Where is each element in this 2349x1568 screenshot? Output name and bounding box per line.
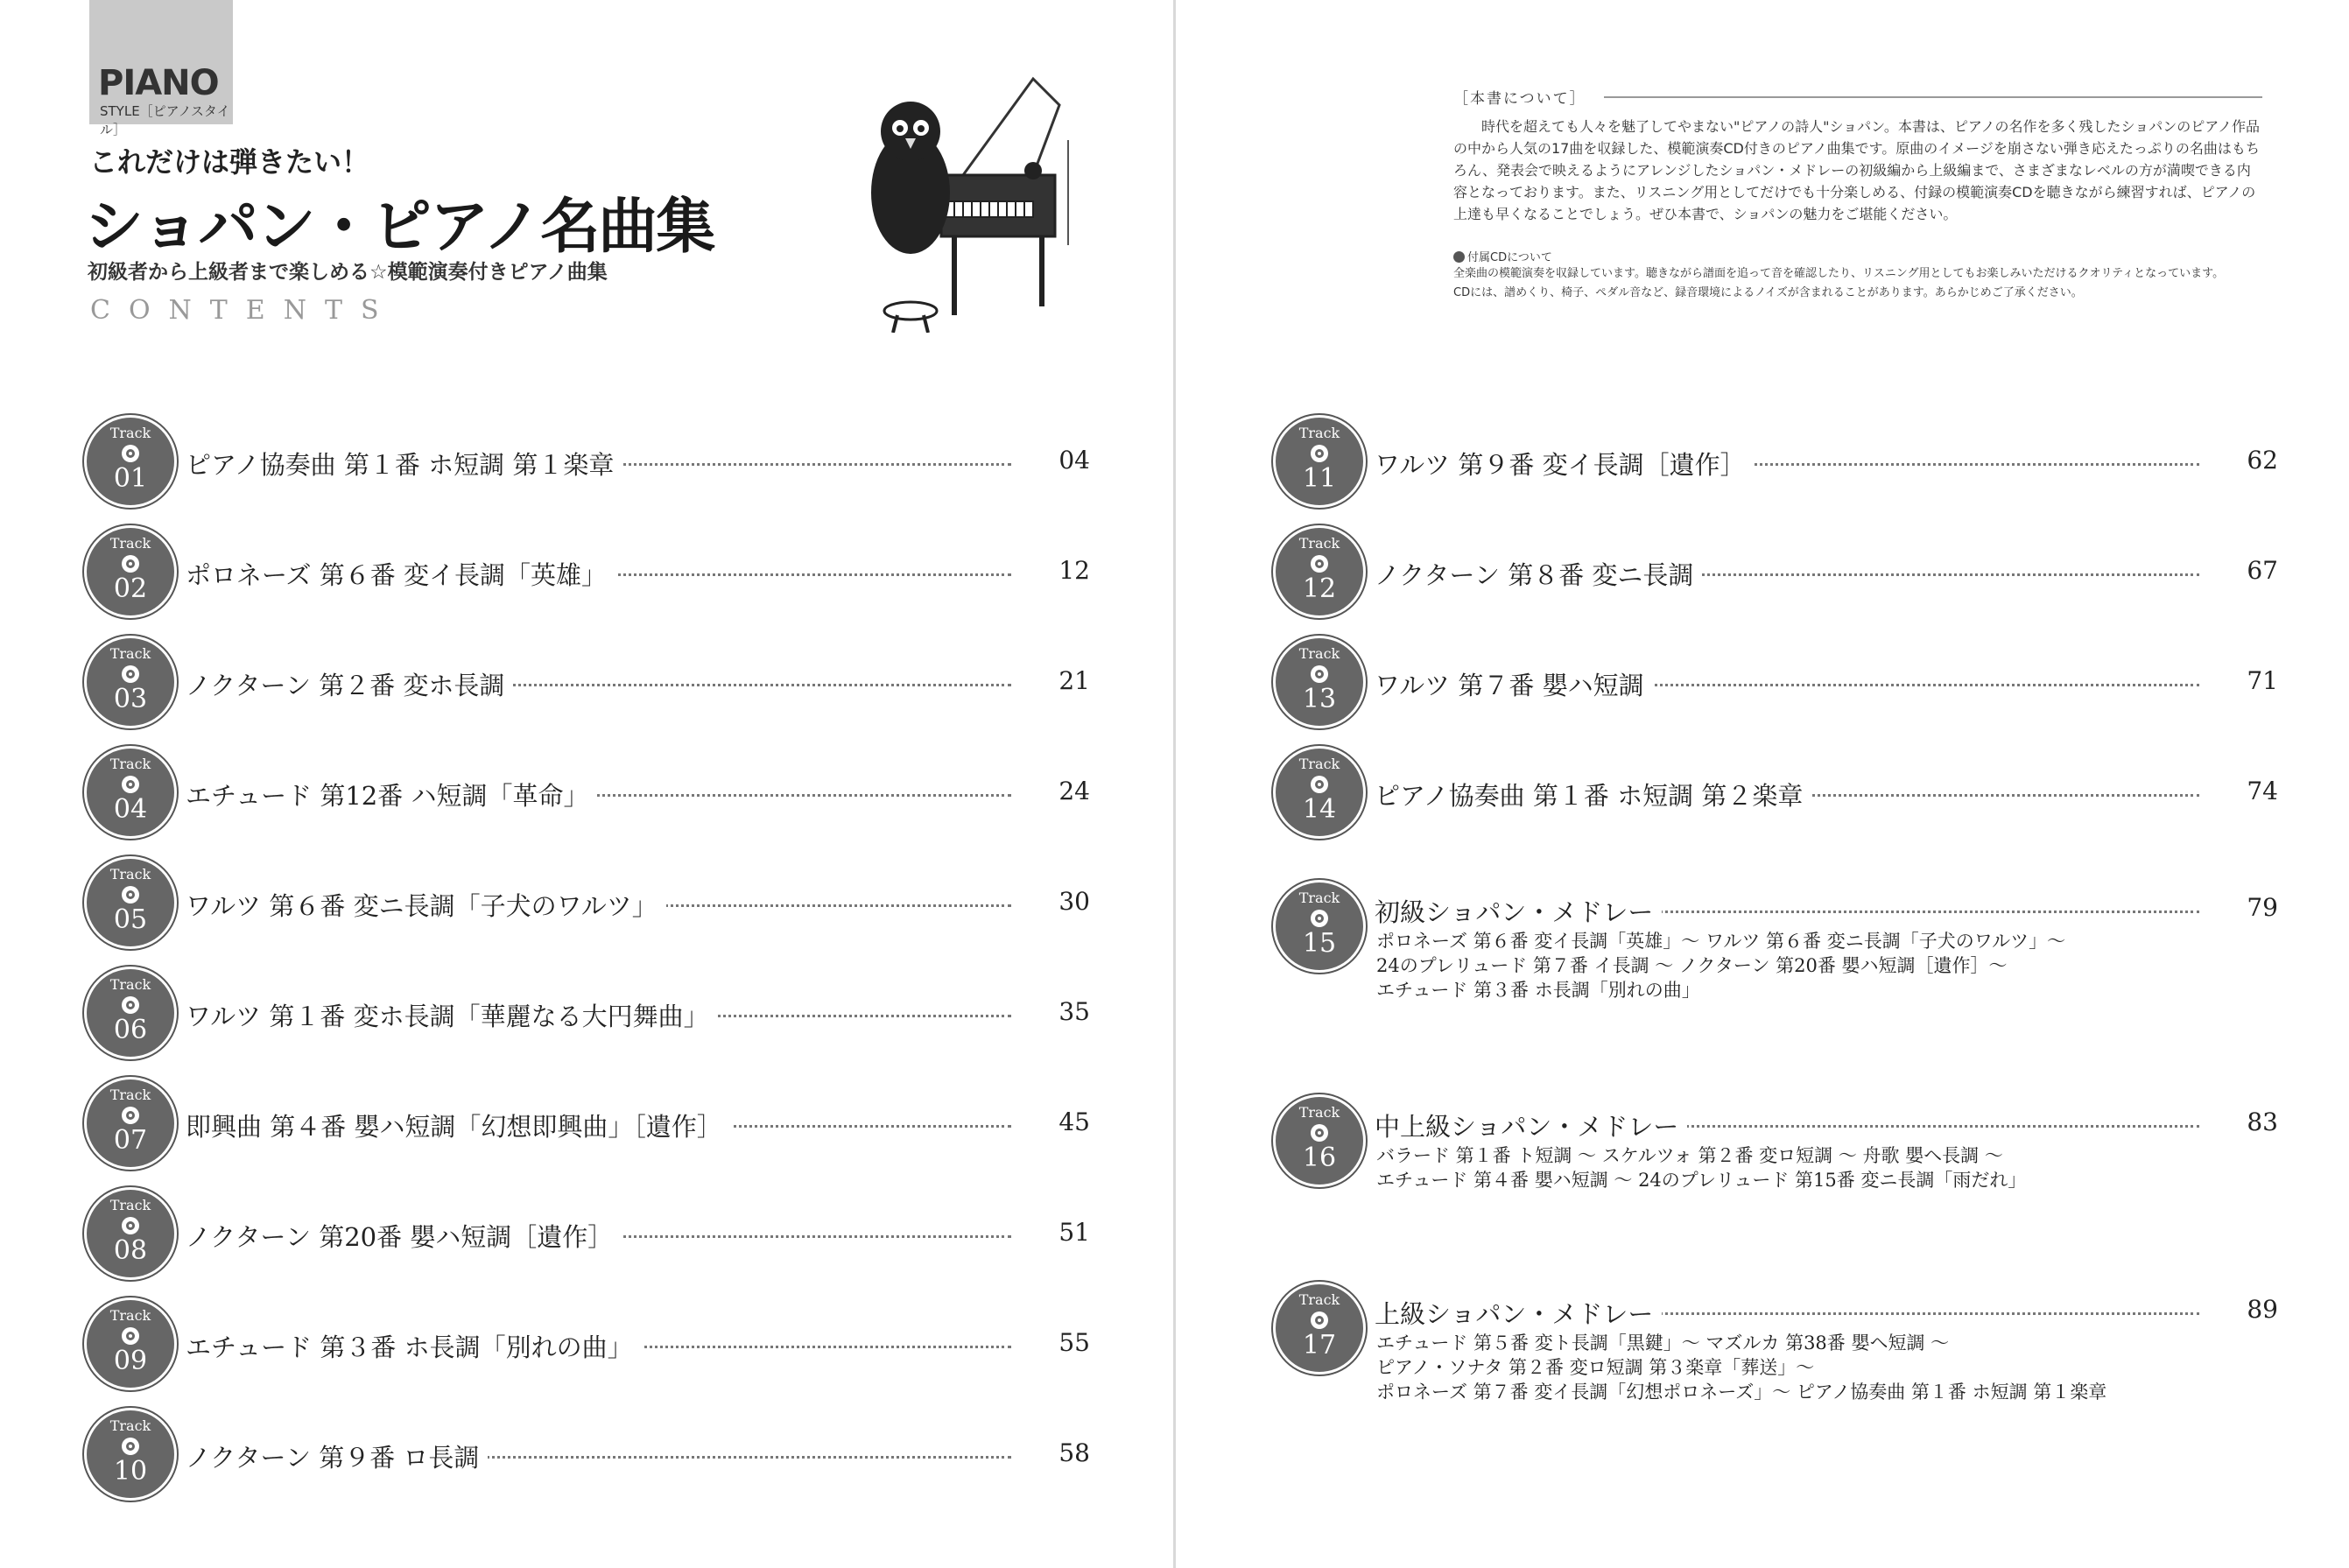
cd-bullet-icon [1453,251,1465,263]
track-disc-badge [87,1079,174,1167]
track-disc-badge [87,1410,174,1498]
track-label: Track [1298,889,1340,906]
track-label: Track [109,1417,151,1434]
cd-notes [1453,264,2268,303]
cd-icon [122,555,139,573]
track-label: Track [109,866,151,882]
track-title[interactable]: ノクターン 第２番 変ホ長調 [186,666,513,702]
cd-heading [1453,248,1552,264]
track-disc-badge [87,1300,174,1388]
track-label: Track [1298,425,1340,441]
book-title: ショパン・ピアノ名曲集 [84,193,714,262]
cd-icon [1311,555,1328,573]
track-label: Track [1298,756,1340,772]
page-gutter [1173,0,1176,1568]
track-page-number[interactable]: 04 [1058,446,1090,475]
medley-line: バラード 第１番 ト短調 〜 スケルツォ 第２番 変ロ短調 〜 舟歌 嬰ヘ長調 〜 [1376,1145,2003,1166]
track-disc-badge [1276,1097,1363,1185]
cd-icon [122,1438,139,1455]
track-label: Track [109,1197,151,1213]
track-label: Track [109,425,151,441]
track-page-number[interactable]: 62 [2247,446,2278,475]
track-title[interactable]: エチュード 第３番 ホ長調「別れの曲」 [186,1328,642,1364]
track-disc-badge [87,859,174,946]
cd-icon [1311,1311,1328,1329]
track-title[interactable]: ワルツ 第１番 変ホ長調「華麗なる大円舞曲」 [186,997,718,1033]
logo-sub-text: STYLE［ピアノスタイル］ [100,103,230,137]
track-disc-badge [87,418,174,505]
track-disc-badge [1276,638,1363,726]
medley-line: 24のプレリュード 第７番 イ長調 〜 ノクターン 第20番 嬰ハ短調［遺作］〜 [1376,955,2008,976]
track-number: 02 [113,573,148,604]
track-page-number[interactable]: 12 [1058,556,1090,585]
track-title[interactable]: ピアノ協奏曲 第１番 ホ短調 第２楽章 [1375,777,1811,812]
track-page-number[interactable]: 71 [2247,666,2278,695]
track-title[interactable]: ノクターン 第20番 嬰ハ短調［遺作］ [186,1218,622,1254]
cd-icon [122,665,139,683]
track-number: 06 [113,1015,148,1045]
medley-line: ポロネーズ 第６番 変イ長調「英雄」〜 ワルツ 第６番 変ニ長調「子犬のワルツ」〜 [1376,931,2066,952]
track-page-number[interactable]: 83 [2247,1107,2278,1136]
book-subtitle: 初級者から上級者まで楽しめる☆模範演奏付きピアノ曲集 [88,261,608,284]
medley-line: エチュード 第３番 ホ長調「別れの曲」 [1376,980,1700,1001]
track-title[interactable]: ノクターン 第８番 変ニ長調 [1375,556,1702,592]
cd-icon [122,776,139,793]
cd-icon [122,996,139,1014]
track-title[interactable]: ワルツ 第７番 嬰ハ短調 [1375,666,1653,702]
track-page-number[interactable]: 24 [1058,777,1090,805]
medley-line: エチュード 第４番 嬰ハ短調 〜 24のプレリュード 第15番 変ニ長調「雨だれ」 [1376,1170,2027,1191]
medley-line: ポロネーズ 第７番 変イ長調「幻想ポロネーズ」〜 ピアノ協奏曲 第１番 ホ短調 第１楽章 [1376,1382,2107,1403]
track-page-number[interactable]: 51 [1058,1218,1090,1247]
track-disc-badge [1276,882,1363,970]
cd-icon [1311,445,1328,462]
track-page-number[interactable]: 35 [1058,997,1090,1026]
cd-icon [1311,910,1328,927]
track-disc-badge [87,528,174,615]
track-page-number[interactable]: 45 [1058,1107,1090,1136]
track-label: Track [109,756,151,772]
cd-icon [122,886,139,904]
track-label: Track [1298,645,1340,662]
track-number: 05 [113,904,148,935]
track-number: 08 [113,1235,148,1266]
track-page-number[interactable]: 21 [1058,666,1090,695]
track-disc-badge [1276,1284,1363,1372]
cd-note-2: CDには、譜めくり、椅子、ペダル音など、録音環境によるノイズが含まれることがあります。あらかじめご了承ください。 [1453,286,2083,299]
track-number: 10 [113,1456,148,1487]
track-page-number[interactable]: 58 [1058,1438,1090,1467]
cd-icon [122,445,139,462]
cd-note-1: 全楽曲の模範演奏を収録しています。聴きながら譜面を追って音を確認したり、リスニング用としてもお楽しみいただけるクオリティとなっています。 [1453,267,2225,280]
track-title[interactable]: ノクターン 第９番 ロ長調 [186,1438,488,1474]
track-page-number[interactable]: 74 [2247,777,2278,805]
track-label: Track [109,535,151,552]
about-heading: ［本書について］ [1453,90,1586,108]
track-number: 14 [1302,794,1337,825]
cd-icon [1311,665,1328,683]
track-title[interactable]: 中上級ショパン・メドレー [1375,1107,1687,1143]
cd-icon [1311,776,1328,793]
track-disc-badge [1276,528,1363,615]
track-page-number[interactable]: 79 [2247,893,2278,922]
track-label: Track [109,976,151,993]
track-disc-badge [1276,749,1363,836]
track-title[interactable]: 上級ショパン・メドレー [1375,1295,1662,1331]
cd-heading-text: 付属CDについて [1467,251,1552,264]
track-disc-badge [87,1190,174,1277]
track-number: 11 [1302,463,1337,494]
track-page-number[interactable]: 30 [1058,887,1090,916]
medley-line: エチュード 第５番 変ト長調「黒鍵」〜 マズルカ 第38番 嬰ヘ短調 〜 [1376,1332,1950,1354]
track-title[interactable]: 即興曲 第４番 嬰ハ短調「幻想即興曲」［遺作］ [186,1107,731,1143]
track-title[interactable]: ワルツ 第６番 変ニ長調「子犬のワルツ」 [186,887,666,923]
track-number: 17 [1302,1330,1337,1361]
track-number: 07 [113,1125,148,1156]
track-label: Track [109,1307,151,1324]
track-number: 13 [1302,684,1337,714]
track-number: 16 [1302,1143,1337,1173]
cd-icon [122,1217,139,1234]
bird-piano-illustration [858,70,1086,333]
track-title[interactable]: ピアノ協奏曲 第１番 ホ短調 第１楽章 [186,446,622,482]
logo-main-text: PIANO [98,63,219,103]
track-label: Track [109,645,151,662]
cd-icon [122,1327,139,1345]
track-label: Track [1298,1291,1340,1308]
medley-line: ピアノ・ソナタ 第２番 変ロ短調 第３楽章「葬送」〜 [1376,1357,1815,1378]
track-number: 04 [113,794,148,825]
track-label: Track [1298,1104,1340,1121]
track-label: Track [1298,535,1340,552]
cd-icon [1311,1124,1328,1142]
about-body: 時代を超えても人々を魅了してやまない"ピアノの詩人"ショパン。本書は、ピアノの名作を多く残したショパンのピアノ作品の中から人気の17曲を収録した、模範演奏CD付きのピアノ曲集です。原曲のイメージを崩さない弾き応えたっぷりの名曲はもちろん、発表会で映えるようにアレンジしたショパン・メドレーの初級編から上級編まで、さまざまなレベルの方が満喫できる内容となっております。また、リスニング用としてだけでも十分楽しめる、付録の模範演奏CDを聴きながら練習すれば、ピアノの上達も早くなることでしょう。ぜひ本書で、ショパンの魅力をご堪能ください。 [1453,118,2260,222]
track-disc-badge [87,638,174,726]
track-title[interactable]: ワルツ 第９番 変イ長調［遺作］ [1375,446,1755,482]
piano-style-logo [89,0,233,137]
track-disc-badge [87,749,174,836]
track-number: 01 [113,463,148,494]
track-number: 03 [113,684,148,714]
about-rule [1604,96,2262,98]
track-number: 12 [1302,573,1337,604]
track-number: 15 [1302,928,1337,959]
track-title[interactable]: エチュード 第12番 ハ短調「革命」 [186,777,597,812]
track-label: Track [109,1086,151,1103]
track-page-number[interactable]: 89 [2247,1295,2278,1324]
track-page-number[interactable]: 55 [1058,1328,1090,1357]
catchphrase: これだけは弾きたい！ [89,145,370,179]
cd-icon [122,1107,139,1124]
track-number: 09 [113,1346,148,1376]
track-page-number[interactable]: 67 [2247,556,2278,585]
track-title[interactable]: ポロネーズ 第６番 変イ長調「英雄」 [186,556,615,592]
track-title[interactable]: 初級ショパン・メドレー [1375,893,1662,929]
track-disc-badge [87,969,174,1057]
track-disc-badge [1276,418,1363,505]
contents-heading: CONTENTS [90,295,397,326]
